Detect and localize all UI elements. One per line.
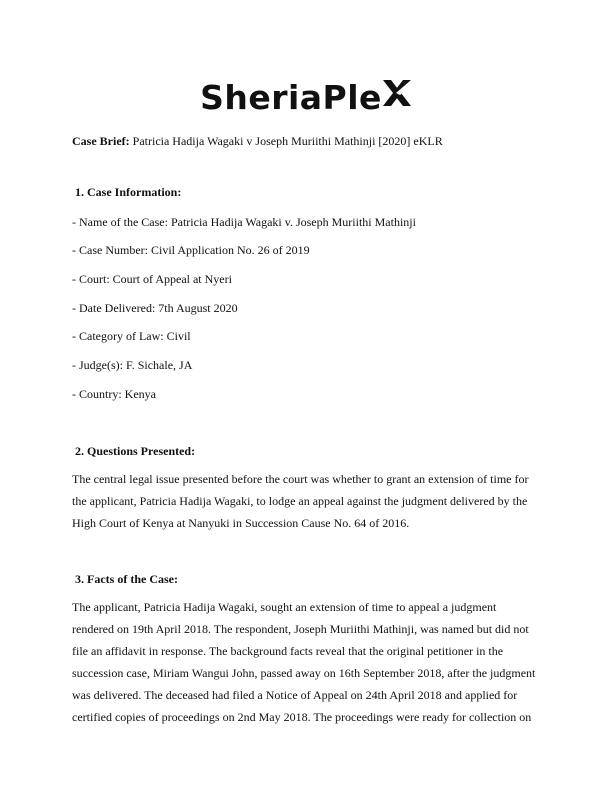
case-info-item: - Country: Kenya	[72, 387, 156, 401]
case-info-item: - Court: Court of Appeal at Nyeri	[72, 272, 232, 286]
paragraph-line: The central legal issue presented before the court was whether to grant an extension of time for	[72, 472, 529, 486]
paragraph-line: certified copies of proceedings on 2nd May 2018. The proceedings were ready for collection on	[72, 710, 532, 724]
case-info-item: - Name of the Case: Patricia Hadija Wagaki v. Joseph Muriithi Mathinji	[72, 215, 416, 229]
section-heading-case-information: 1. Case Information:	[75, 185, 182, 199]
sheriaplex-logo	[0, 78, 612, 118]
logo-text: SheriaPle	[200, 78, 382, 117]
paragraph-line: High Court of Kenya at Nanyuki in Succession Cause No. 64 of 2016.	[72, 516, 410, 530]
section-heading-facts-of-the-case: 3. Facts of the Case:	[75, 572, 178, 586]
paragraph-line: the applicant, Patricia Hadija Wagaki, to lodge an appeal against the judgment delivered by the	[72, 494, 528, 508]
paragraph-line: The applicant, Patricia Hadija Wagaki, sought an extension of time to appeal a judgment	[72, 600, 497, 614]
case-info-item: - Date Delivered: 7th August 2020	[72, 301, 238, 315]
case-info-item: - Category of Law: Civil	[72, 329, 191, 343]
case-brief-label: Case Brief:	[72, 134, 130, 148]
case-info-item: - Case Number: Civil Application No. 26 of 2019	[72, 243, 310, 257]
logo-x-mark-icon	[382, 77, 412, 117]
facts-paragraph	[72, 596, 542, 728]
questions-paragraph	[72, 468, 542, 534]
case-info-item: - Judge(s): F. Sichale, JA	[72, 358, 193, 372]
section-heading-questions-presented: 2. Questions Presented:	[75, 444, 196, 458]
paragraph-line: succession case, Miriam Wangui John, passed away on 16th September 2018, after the judgment	[72, 666, 536, 680]
case-brief-name: Patricia Hadija Wagaki v Joseph Muriithi Mathinji [2020] eKLR	[129, 134, 443, 148]
case-brief-title	[72, 133, 443, 149]
paragraph-line: file an affidavit in response. The background facts reveal that the original petitioner in the	[72, 644, 504, 658]
paragraph-line: was delivered. The deceased had filed a Notice of Appeal on 24th April 2018 and applied for	[72, 688, 518, 702]
paragraph-line: rendered on 19th April 2018. The respondent, Joseph Muriithi Mathinji, was named but did not	[72, 622, 529, 636]
